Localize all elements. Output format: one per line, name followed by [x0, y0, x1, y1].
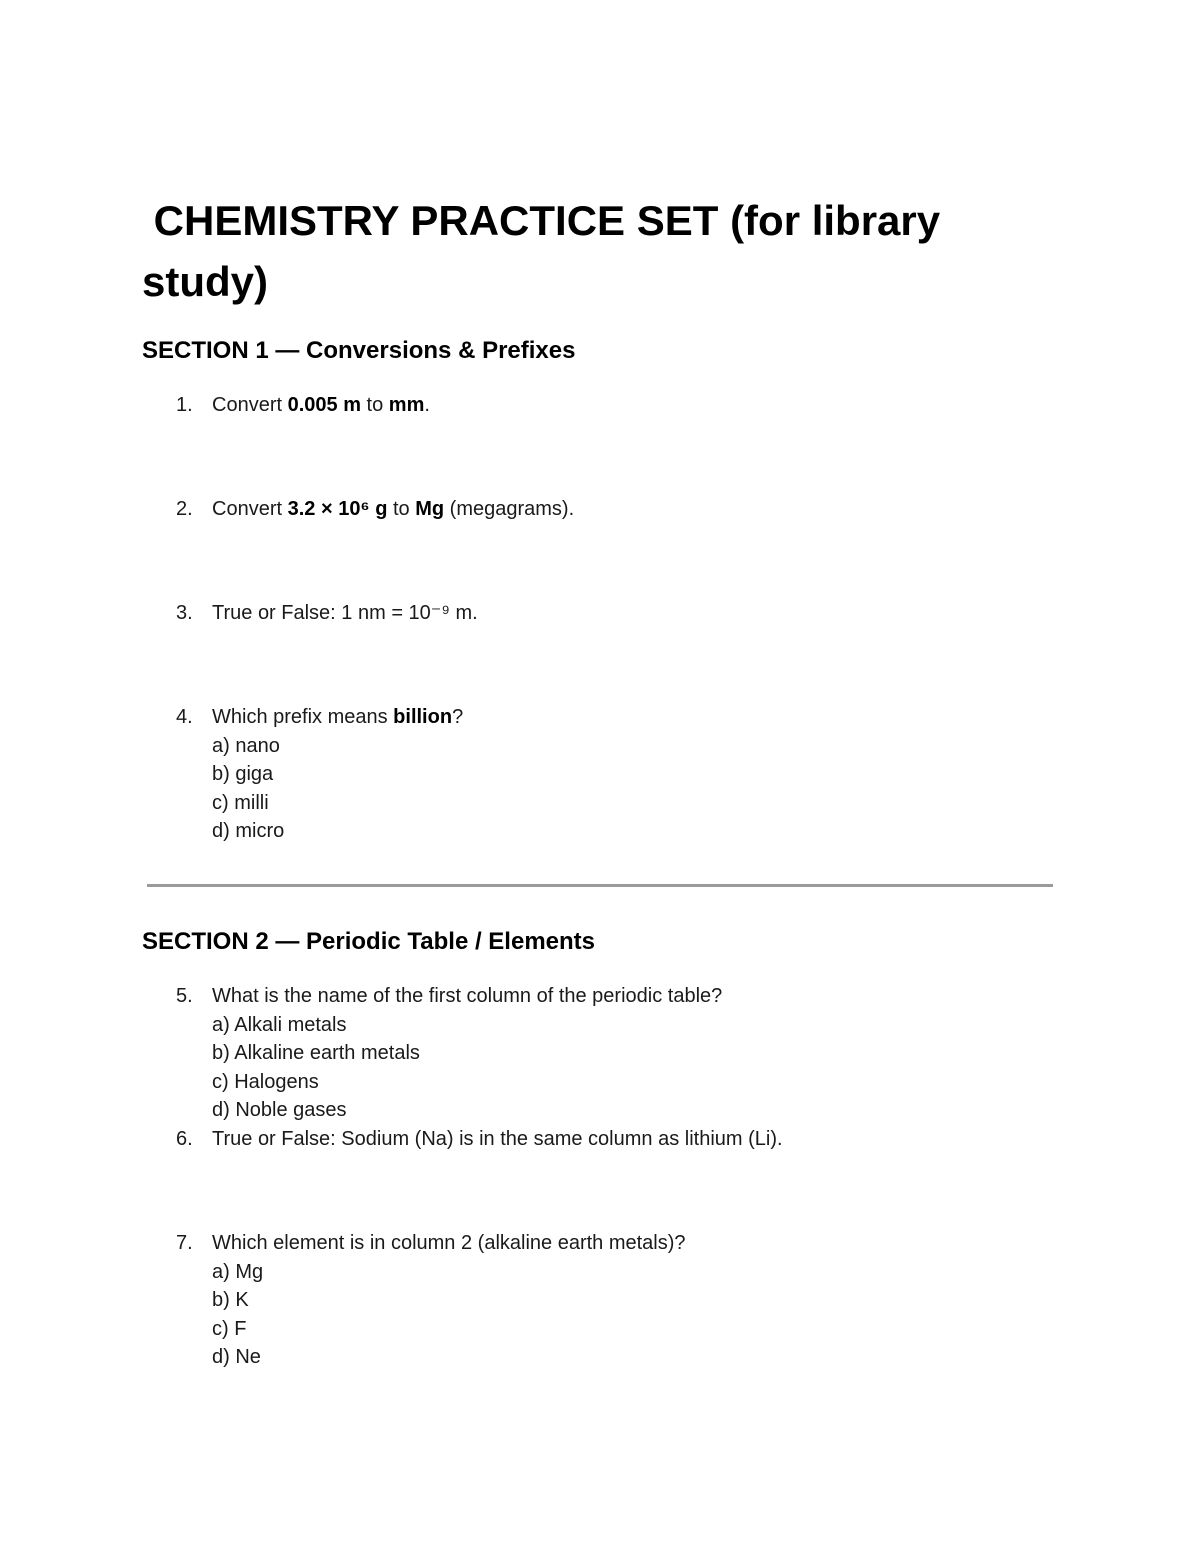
answer-option-a: a) nano	[212, 734, 280, 757]
question-number: 2.	[176, 498, 193, 520]
answer-option-b: b) K	[212, 1289, 249, 1311]
question-text-pre: Which prefix means	[212, 706, 394, 728]
answer-option-d: d) micro	[212, 820, 285, 842]
answer-option-a: a) Mg	[212, 1260, 264, 1283]
question-1	[142, 391, 1092, 420]
answer-option-c: c) milli	[212, 791, 269, 814]
answer-option-a: a) Alkali metals	[212, 1013, 347, 1036]
answer-option-c: c) F	[212, 1317, 247, 1340]
question-6	[142, 1125, 1092, 1154]
question-text: True or False: 1 nm = 10⁻⁹ m.	[212, 602, 478, 624]
answer-option-b: b) Alkaline earth metals	[212, 1042, 420, 1064]
conversion-value: 3.2 × 10⁶ g	[287, 498, 388, 520]
question-3	[142, 599, 1092, 628]
document-title: CHEMISTRY PRACTICE SET (for library study)	[142, 197, 952, 305]
question-7	[142, 1229, 1092, 1372]
question-4	[142, 703, 1092, 846]
question-text-post: ?	[452, 706, 464, 728]
question-number: 7.	[176, 1232, 193, 1254]
question-text-mid: to	[387, 498, 416, 520]
question-2	[142, 495, 1092, 524]
answer-option-c: c) Halogens	[212, 1070, 319, 1093]
question-number: 5.	[176, 985, 193, 1007]
conversion-value: 0.005 m	[287, 394, 361, 416]
question-text	[212, 391, 430, 420]
target-unit: mm	[388, 394, 425, 416]
answer-option-b: b) giga	[212, 763, 274, 785]
section-1-heading: SECTION 1 — Conversions & Prefixes	[142, 337, 576, 364]
question-text: Which element is in column 2 (alkaline earth metals)?	[212, 1232, 686, 1254]
question-text: What is the name of the first column of the periodic table?	[212, 985, 723, 1007]
question-text-pre: Convert	[212, 498, 288, 520]
question-text-post: .	[424, 394, 430, 416]
question-text-pre: Convert	[212, 394, 288, 416]
question-number: 4.	[176, 706, 193, 728]
question-number: 6.	[176, 1127, 193, 1150]
question-text-mid: to	[360, 394, 389, 416]
question-number: 3.	[176, 602, 193, 624]
question-text	[212, 495, 574, 524]
question-text-post: (megagrams).	[444, 498, 575, 520]
section-divider	[147, 884, 1053, 887]
question-5	[142, 982, 1092, 1153]
keyword: billion	[393, 706, 453, 728]
answer-option-d: d) Ne	[212, 1346, 261, 1368]
target-unit: Mg	[415, 498, 445, 520]
answer-option-d: d) Noble gases	[212, 1099, 347, 1121]
question-number: 1.	[176, 394, 193, 416]
question-text: True or False: Sodium (Na) is in the same column as lithium (Li).	[212, 1127, 783, 1150]
section-2-heading: SECTION 2 — Periodic Table / Elements	[142, 928, 596, 955]
question-text	[212, 703, 463, 732]
